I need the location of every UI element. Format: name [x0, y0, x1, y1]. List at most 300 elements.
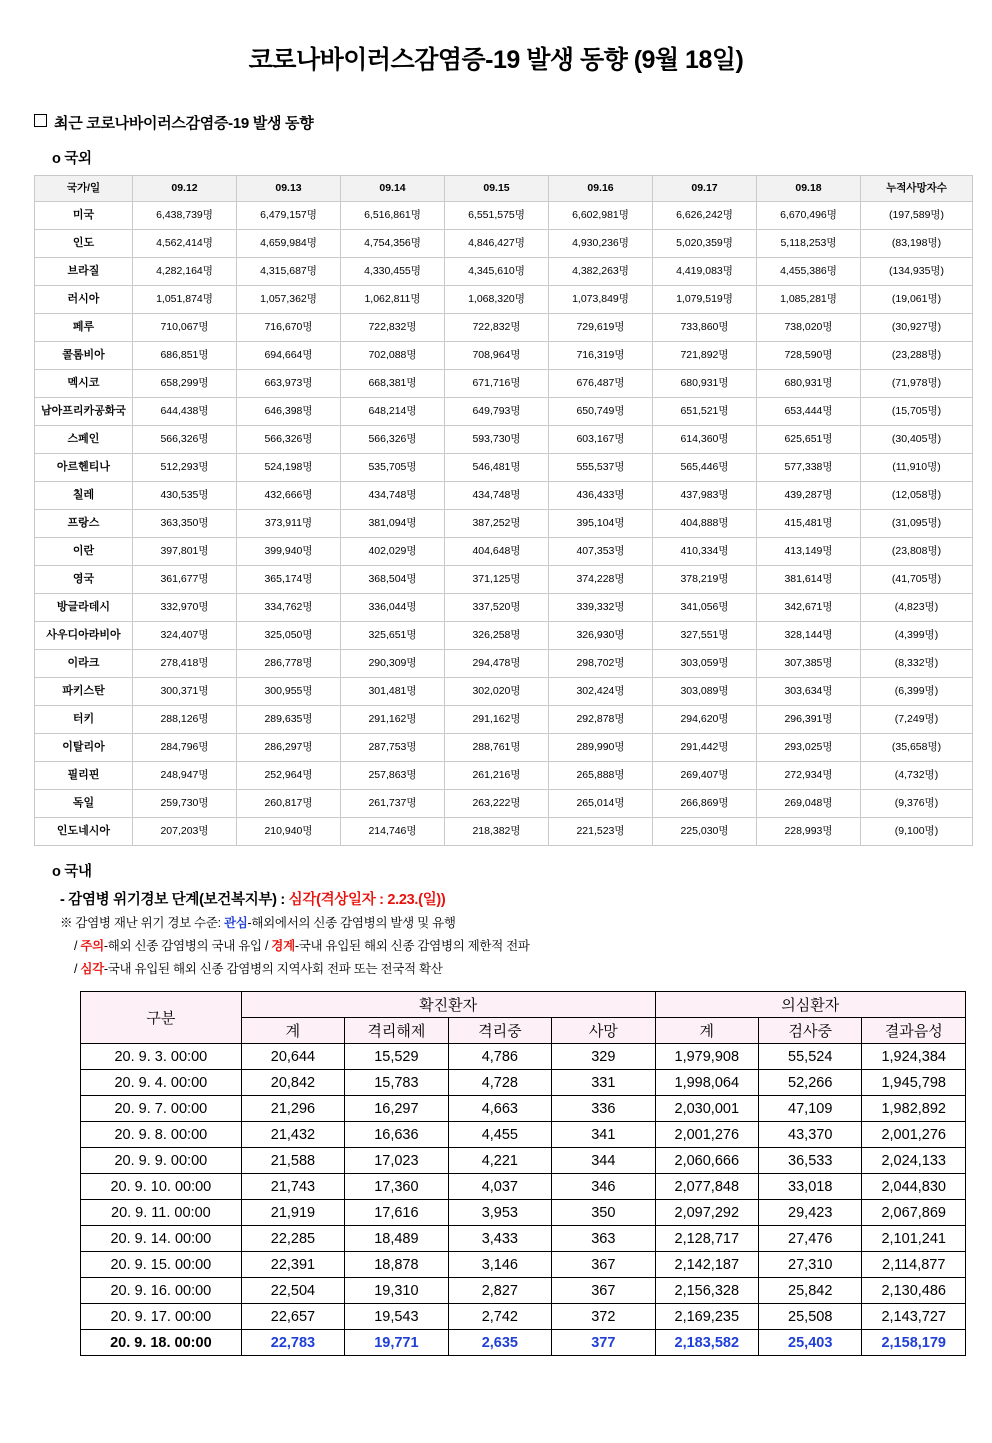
table-row — [35, 454, 973, 482]
cell-value: (8,332명) — [861, 650, 973, 678]
cell-value: 4,728 — [448, 1070, 551, 1096]
cell-value: 2,142,187 — [655, 1252, 758, 1278]
table-row — [81, 1200, 966, 1226]
cell-value: (30,405명) — [861, 426, 973, 454]
table-row — [81, 1096, 966, 1122]
cell-value: 566,326명 — [237, 426, 341, 454]
column-subheader: 계 — [655, 1018, 758, 1044]
cell-value: 728,590명 — [757, 342, 861, 370]
cell-value: 368,504명 — [341, 566, 445, 594]
table-row — [81, 1252, 966, 1278]
row-date: 20. 9. 11. 00:00 — [81, 1200, 242, 1226]
row-date: 20. 9. 4. 00:00 — [81, 1070, 242, 1096]
cell-value: 4,282,164명 — [133, 258, 237, 286]
cell-value: 22,285 — [241, 1226, 344, 1252]
cell-value: 1,062,811명 — [341, 286, 445, 314]
cell-value: 702,088명 — [341, 342, 445, 370]
cell-value: 1,945,798 — [862, 1070, 966, 1096]
cell-value: 210,940명 — [237, 818, 341, 846]
row-date: 20. 9. 3. 00:00 — [81, 1044, 242, 1070]
row-date: 20. 9. 15. 00:00 — [81, 1252, 242, 1278]
criteria-text-attention: -해외에서의 신종 감염병의 발생 및 유행 — [247, 916, 456, 930]
criteria-line-3: / 심각-국내 유입된 해외 신종 감염병의 지역사회 전파 또는 전국적 확산 — [74, 962, 443, 976]
table-row — [35, 538, 973, 566]
row-date: 20. 9. 14. 00:00 — [81, 1226, 242, 1252]
cell-value: 4,037 — [448, 1174, 551, 1200]
cell-value: 302,020명 — [445, 678, 549, 706]
cell-value: 2,158,179 — [862, 1330, 966, 1356]
criteria-label-alert: 경계 — [271, 939, 295, 953]
table-row — [35, 398, 973, 426]
cell-value: 15,529 — [345, 1044, 448, 1070]
cell-value: 36,533 — [759, 1148, 862, 1174]
cell-value: 2,169,235 — [655, 1304, 758, 1330]
cell-value: 324,407명 — [133, 622, 237, 650]
cell-value: 4,663 — [448, 1096, 551, 1122]
cell-value: 265,888명 — [549, 762, 653, 790]
cell-value: (30,927명) — [861, 314, 973, 342]
cell-value: 207,203명 — [133, 818, 237, 846]
cell-value: 218,382명 — [445, 818, 549, 846]
table-row — [35, 370, 973, 398]
cell-value: 341 — [552, 1122, 655, 1148]
country-name: 방글라데시 — [35, 594, 133, 622]
criteria-prefix: ※ 감염병 재난 위기 경보 수준: — [60, 916, 224, 930]
cell-value: 301,481명 — [341, 678, 445, 706]
cell-value: 397,801명 — [133, 538, 237, 566]
table-row — [35, 286, 973, 314]
cell-value: 651,521명 — [653, 398, 757, 426]
cell-value: 296,391명 — [757, 706, 861, 734]
cell-value: 381,614명 — [757, 566, 861, 594]
row-date: 20. 9. 10. 00:00 — [81, 1174, 242, 1200]
cell-value: 437,983명 — [653, 482, 757, 510]
cell-value: 410,334명 — [653, 538, 757, 566]
table-row — [35, 762, 973, 790]
cell-value: 261,216명 — [445, 762, 549, 790]
alert-level-value: 심각(격상일자 : 2.23.(일)) — [288, 892, 446, 908]
cell-value: 298,702명 — [549, 650, 653, 678]
cell-value: 221,523명 — [549, 818, 653, 846]
cell-value: 325,050명 — [237, 622, 341, 650]
table-row — [35, 706, 973, 734]
cell-value: 708,964명 — [445, 342, 549, 370]
cell-value: 371,125명 — [445, 566, 549, 594]
table-row — [81, 1174, 966, 1200]
cell-value: 332,970명 — [133, 594, 237, 622]
table-row — [35, 734, 973, 762]
cell-value: 2,130,486 — [862, 1278, 966, 1304]
cell-value: 269,048명 — [757, 790, 861, 818]
cell-value: 361,677명 — [133, 566, 237, 594]
column-header: 09.12 — [133, 176, 237, 202]
cell-value: 325,651명 — [341, 622, 445, 650]
cell-value: 327,551명 — [653, 622, 757, 650]
checkbox-icon — [34, 114, 47, 127]
table-row — [35, 650, 973, 678]
cell-value: 694,664명 — [237, 342, 341, 370]
cell-value: 404,888명 — [653, 510, 757, 538]
cell-value: 272,934명 — [757, 762, 861, 790]
cell-value: 252,964명 — [237, 762, 341, 790]
cell-value: 6,602,981명 — [549, 202, 653, 230]
cell-value: 646,398명 — [237, 398, 341, 426]
cell-value: 21,588 — [241, 1148, 344, 1174]
column-header: 09.15 — [445, 176, 549, 202]
column-header: 09.13 — [237, 176, 341, 202]
cell-value: 307,385명 — [757, 650, 861, 678]
cell-value: 2,067,869 — [862, 1200, 966, 1226]
cell-value: 4,754,356명 — [341, 230, 445, 258]
cell-value: 5,118,253명 — [757, 230, 861, 258]
cell-value: 3,953 — [448, 1200, 551, 1226]
cell-value: 373,911명 — [237, 510, 341, 538]
cell-value: 17,616 — [345, 1200, 448, 1226]
cell-value: 387,252명 — [445, 510, 549, 538]
cell-value: 4,562,414명 — [133, 230, 237, 258]
cell-value: 4,419,083명 — [653, 258, 757, 286]
cell-value: 6,479,157명 — [237, 202, 341, 230]
cell-value: 2,060,666 — [655, 1148, 758, 1174]
cell-value: 336 — [552, 1096, 655, 1122]
cell-value: (9,376명) — [861, 790, 973, 818]
cell-value: 2,024,133 — [862, 1148, 966, 1174]
cell-value: (4,399명) — [861, 622, 973, 650]
cell-value: 4,786 — [448, 1044, 551, 1070]
cell-value: 650,749명 — [549, 398, 653, 426]
cell-value: 577,338명 — [757, 454, 861, 482]
domestic-cases-table — [80, 991, 966, 1356]
cell-value: 367 — [552, 1278, 655, 1304]
table-row — [35, 426, 973, 454]
cell-value: 2,001,276 — [862, 1122, 966, 1148]
cell-value: 430,535명 — [133, 482, 237, 510]
criteria-text-serious: -국내 유입된 해외 신종 감염병의 지역사회 전파 또는 전국적 확산 — [103, 962, 443, 976]
cell-value: 395,104명 — [549, 510, 653, 538]
cell-value: 18,489 — [345, 1226, 448, 1252]
cell-value: 415,481명 — [757, 510, 861, 538]
cell-value: 288,126명 — [133, 706, 237, 734]
column-header: 09.18 — [757, 176, 861, 202]
cell-value: 259,730명 — [133, 790, 237, 818]
cell-value: 17,360 — [345, 1174, 448, 1200]
cell-value: 1,051,874명 — [133, 286, 237, 314]
cell-value: 372 — [552, 1304, 655, 1330]
cell-value: 644,438명 — [133, 398, 237, 426]
cell-value: 2,742 — [448, 1304, 551, 1330]
cell-value: 293,025명 — [757, 734, 861, 762]
alert-level-note — [60, 888, 966, 909]
cell-value: 265,014명 — [549, 790, 653, 818]
cell-value: 4,930,236명 — [549, 230, 653, 258]
row-date: 20. 9. 9. 00:00 — [81, 1148, 242, 1174]
cell-value: 291,442명 — [653, 734, 757, 762]
table-row — [35, 230, 973, 258]
table-row — [81, 1148, 966, 1174]
cell-value: 614,360명 — [653, 426, 757, 454]
row-date: 20. 9. 8. 00:00 — [81, 1122, 242, 1148]
subheading-global: o 국외 — [52, 151, 92, 167]
column-header: 09.16 — [549, 176, 653, 202]
table-row — [35, 790, 973, 818]
cell-value: 2,827 — [448, 1278, 551, 1304]
cell-value: 4,659,984명 — [237, 230, 341, 258]
cell-value: 722,832명 — [445, 314, 549, 342]
cell-value: (12,058명) — [861, 482, 973, 510]
criteria-label-caution: 주의 — [80, 939, 104, 953]
cell-value: 43,370 — [759, 1122, 862, 1148]
cell-value: (31,095명) — [861, 510, 973, 538]
cell-value: 653,444명 — [757, 398, 861, 426]
cell-value: 2,001,276 — [655, 1122, 758, 1148]
cell-value: 658,299명 — [133, 370, 237, 398]
column-header-division: 구분 — [81, 992, 242, 1044]
cell-value: 342,671명 — [757, 594, 861, 622]
cell-value: 4,330,455명 — [341, 258, 445, 286]
cell-value: 303,089명 — [653, 678, 757, 706]
cell-value: 269,407명 — [653, 762, 757, 790]
cell-value: 33,018 — [759, 1174, 862, 1200]
cell-value: 565,446명 — [653, 454, 757, 482]
cell-value: 337,520명 — [445, 594, 549, 622]
cell-value: 593,730명 — [445, 426, 549, 454]
cell-value: 436,433명 — [549, 482, 653, 510]
cell-value: 228,993명 — [757, 818, 861, 846]
cell-value: (23,288명) — [861, 342, 973, 370]
cell-value: 434,748명 — [445, 482, 549, 510]
cell-value: 378,219명 — [653, 566, 757, 594]
country-name: 남아프리카공화국 — [35, 398, 133, 426]
cell-value: (41,705명) — [861, 566, 973, 594]
cell-value: (7,249명) — [861, 706, 973, 734]
cell-value: 2,635 — [448, 1330, 551, 1356]
cell-value: 4,455,386명 — [757, 258, 861, 286]
cell-value: 300,955명 — [237, 678, 341, 706]
cell-value: 4,382,263명 — [549, 258, 653, 286]
column-subheader: 사망 — [552, 1018, 655, 1044]
table-row — [81, 1226, 966, 1252]
cell-value: 4,846,427명 — [445, 230, 549, 258]
table-row — [81, 1330, 966, 1356]
criteria-text-caution: -해외 신종 감염병의 국내 유입 / — [103, 939, 272, 953]
criteria-text-alert: -국내 유입된 해외 신종 감염병의 제한적 전파 — [294, 939, 530, 953]
table-row — [81, 1278, 966, 1304]
country-name: 브라질 — [35, 258, 133, 286]
country-name: 칠레 — [35, 482, 133, 510]
cell-value: 413,149명 — [757, 538, 861, 566]
country-name: 러시아 — [35, 286, 133, 314]
cell-value: 261,737명 — [341, 790, 445, 818]
table-group-header-row — [81, 992, 966, 1018]
column-header: 누적사망자수 — [861, 176, 973, 202]
cell-value: 4,315,687명 — [237, 258, 341, 286]
criteria-line-1 — [60, 913, 966, 931]
cell-value: 2,077,848 — [655, 1174, 758, 1200]
cell-value: 22,657 — [241, 1304, 344, 1330]
cell-value: 671,716명 — [445, 370, 549, 398]
cell-value: 2,143,727 — [862, 1304, 966, 1330]
cell-value: 20,644 — [241, 1044, 344, 1070]
cell-value: 289,990명 — [549, 734, 653, 762]
cell-value: 22,783 — [241, 1330, 344, 1356]
cell-value: 300,371명 — [133, 678, 237, 706]
criteria-label-attention: 관심 — [223, 916, 248, 930]
cell-value: 1,073,849명 — [549, 286, 653, 314]
cell-value: 381,094명 — [341, 510, 445, 538]
cell-value: 334,762명 — [237, 594, 341, 622]
criteria-label-serious: 심각 — [80, 962, 104, 976]
column-header-confirmed: 확진환자 — [241, 992, 655, 1018]
criteria-line-2: / 주의-해외 신종 감염병의 국내 유입 / 경계-국내 유입된 해외 신종 감염병의 제한적 전파 — [74, 939, 530, 953]
cell-value: 535,705명 — [341, 454, 445, 482]
country-name: 콜롬비아 — [35, 342, 133, 370]
table-row — [35, 510, 973, 538]
cell-value: 710,067명 — [133, 314, 237, 342]
country-name: 영국 — [35, 566, 133, 594]
table-row — [35, 594, 973, 622]
section-heading-label: 최근 코로나바이러스감염증-19 발생 동향 — [54, 115, 314, 132]
cell-value: 248,947명 — [133, 762, 237, 790]
cell-value: 733,860명 — [653, 314, 757, 342]
cell-value: 1,057,362명 — [237, 286, 341, 314]
cell-value: 363 — [552, 1226, 655, 1252]
cell-value: 17,023 — [345, 1148, 448, 1174]
cell-value: 722,832명 — [341, 314, 445, 342]
cell-value: 1,982,892 — [862, 1096, 966, 1122]
cell-value: 6,670,496명 — [757, 202, 861, 230]
cell-value: 1,085,281명 — [757, 286, 861, 314]
row-date: 20. 9. 16. 00:00 — [81, 1278, 242, 1304]
cell-value: 214,746명 — [341, 818, 445, 846]
cell-value: 331 — [552, 1070, 655, 1096]
cell-value: 603,167명 — [549, 426, 653, 454]
cell-value: 2,156,328 — [655, 1278, 758, 1304]
row-date: 20. 9. 7. 00:00 — [81, 1096, 242, 1122]
cell-value: 1,979,908 — [655, 1044, 758, 1070]
cell-value: (71,978명) — [861, 370, 973, 398]
table-row — [35, 566, 973, 594]
cell-value: (4,823명) — [861, 594, 973, 622]
country-name: 아르헨티나 — [35, 454, 133, 482]
document-page — [0, 40, 992, 1356]
cell-value: (134,935명) — [861, 258, 973, 286]
table-row — [35, 678, 973, 706]
cell-value: 263,222명 — [445, 790, 549, 818]
cell-value: 2,030,001 — [655, 1096, 758, 1122]
column-subheader: 계 — [241, 1018, 344, 1044]
table-row — [35, 482, 973, 510]
cell-value: 25,508 — [759, 1304, 862, 1330]
cell-value: 363,350명 — [133, 510, 237, 538]
column-header: 국가/일 — [35, 176, 133, 202]
cell-value: (11,910명) — [861, 454, 973, 482]
table-row — [81, 1304, 966, 1330]
cell-value: 284,796명 — [133, 734, 237, 762]
cell-value: 260,817명 — [237, 790, 341, 818]
cell-value: 291,162명 — [445, 706, 549, 734]
cell-value: 25,403 — [759, 1330, 862, 1356]
country-name: 페루 — [35, 314, 133, 342]
cell-value: 47,109 — [759, 1096, 862, 1122]
cell-value: 289,635명 — [237, 706, 341, 734]
column-header: 09.17 — [653, 176, 757, 202]
cell-value: 680,931명 — [653, 370, 757, 398]
cell-value: 22,504 — [241, 1278, 344, 1304]
country-name: 프랑스 — [35, 510, 133, 538]
cell-value: 404,648명 — [445, 538, 549, 566]
cell-value: 432,666명 — [237, 482, 341, 510]
cell-value: 344 — [552, 1148, 655, 1174]
cell-value: 663,973명 — [237, 370, 341, 398]
cell-value: 546,481명 — [445, 454, 549, 482]
cell-value: 21,432 — [241, 1122, 344, 1148]
cell-value: 341,056명 — [653, 594, 757, 622]
cell-value: 27,310 — [759, 1252, 862, 1278]
cell-value: 329 — [552, 1044, 655, 1070]
cell-value: 6,438,739명 — [133, 202, 237, 230]
table-row — [35, 342, 973, 370]
cell-value: 4,221 — [448, 1148, 551, 1174]
table-row — [81, 1070, 966, 1096]
cell-value: 4,455 — [448, 1122, 551, 1148]
cell-value: (4,732명) — [861, 762, 973, 790]
cell-value: 302,424명 — [549, 678, 653, 706]
cell-value: 1,998,064 — [655, 1070, 758, 1096]
cell-value: 19,310 — [345, 1278, 448, 1304]
cell-value: 19,771 — [345, 1330, 448, 1356]
cell-value: 407,353명 — [549, 538, 653, 566]
cell-value: (197,589명) — [861, 202, 973, 230]
cell-value: 2,101,241 — [862, 1226, 966, 1252]
cell-value: 294,478명 — [445, 650, 549, 678]
cell-value: 339,332명 — [549, 594, 653, 622]
cell-value: 2,097,292 — [655, 1200, 758, 1226]
cell-value: 716,670명 — [237, 314, 341, 342]
country-name: 사우디아라비아 — [35, 622, 133, 650]
cell-value: 434,748명 — [341, 482, 445, 510]
cell-value: 439,287명 — [757, 482, 861, 510]
cell-value: 326,258명 — [445, 622, 549, 650]
cell-value: 2,128,717 — [655, 1226, 758, 1252]
cell-value: 287,753명 — [341, 734, 445, 762]
table-row — [35, 622, 973, 650]
cell-value: 22,391 — [241, 1252, 344, 1278]
cell-value: 738,020명 — [757, 314, 861, 342]
cell-value: 566,326명 — [133, 426, 237, 454]
cell-value: 686,851명 — [133, 342, 237, 370]
cell-value: 6,626,242명 — [653, 202, 757, 230]
cell-value: 16,636 — [345, 1122, 448, 1148]
cell-value: 294,620명 — [653, 706, 757, 734]
column-subheader: 결과음성 — [862, 1018, 966, 1044]
cell-value: 365,174명 — [237, 566, 341, 594]
country-name: 이란 — [35, 538, 133, 566]
country-name: 파키스탄 — [35, 678, 133, 706]
column-subheader: 격리해제 — [345, 1018, 448, 1044]
cell-value: 1,079,519명 — [653, 286, 757, 314]
country-name: 독일 — [35, 790, 133, 818]
table-header-row — [35, 176, 973, 202]
cell-value: 668,381명 — [341, 370, 445, 398]
cell-value: 680,931명 — [757, 370, 861, 398]
cell-value: 1,068,320명 — [445, 286, 549, 314]
cell-value: 290,309명 — [341, 650, 445, 678]
cell-value: 367 — [552, 1252, 655, 1278]
country-name: 스페인 — [35, 426, 133, 454]
cell-value: (6,399명) — [861, 678, 973, 706]
cell-value: 326,930명 — [549, 622, 653, 650]
cell-value: 21,296 — [241, 1096, 344, 1122]
